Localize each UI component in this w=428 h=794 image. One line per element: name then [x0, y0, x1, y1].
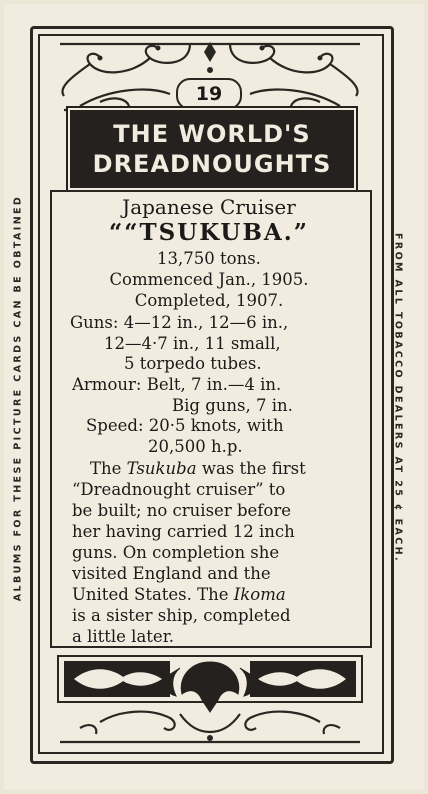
speed-line-1: 20·5 knots, with — [148, 416, 284, 435]
description-line-2: “Dreadnought cruiser” to — [72, 480, 286, 499]
description-line-9: a little later. — [72, 627, 175, 646]
completed: Completed, 1907. — [134, 291, 284, 310]
speed-row — [86, 416, 284, 435]
armour-label: Armour: — [72, 375, 142, 394]
armour-line-2: Big guns, 7 in. — [172, 396, 293, 415]
side-text-dealers: FROM ALL TOBACCO DEALERS AT 25 ¢ EACH. — [392, 232, 404, 564]
side-text-albums: ALBUMS FOR THESE PICTURE CARDS CAN BE OBTAINED — [12, 194, 24, 602]
card-number-badge: 19 — [176, 78, 242, 110]
commenced: Commenced Jan., 1905. — [109, 270, 309, 289]
description-line-1 — [90, 459, 306, 478]
series-title-box — [70, 110, 354, 188]
ship-name-italic: Tsukuba — [126, 459, 197, 478]
series-title-line-2: DREADNOUGHTS — [92, 150, 332, 178]
tonnage: 13,750 tons. — [157, 249, 261, 268]
description-text: was the first — [196, 459, 306, 478]
armour-line-1: Belt, 7 in.—4 in. — [146, 375, 282, 394]
guns-line-3: 5 torpedo tubes. — [124, 354, 262, 373]
description-line-7 — [72, 585, 286, 604]
sister-ship-italic: Ikoma — [233, 585, 286, 604]
description-line-5: guns. On completion she — [72, 543, 280, 562]
series-title-line-1: THE WORLD'S — [113, 120, 311, 148]
bottom-leaf-ornament — [40, 648, 380, 748]
armour-row — [72, 375, 281, 394]
guns-label: Guns: — [70, 313, 119, 332]
speed-label: Speed: — [86, 416, 144, 435]
description-text: The — [90, 459, 127, 478]
description-line-3: be built; no cruiser before — [72, 501, 291, 520]
guns-line-2: 12—4·7 in., 11 small, — [104, 334, 281, 353]
guns-row — [70, 313, 288, 332]
description-text: United States. The — [72, 585, 234, 604]
ship-type: Japanese Cruiser — [122, 195, 296, 219]
ship-name: ““TSUKUBA.” — [109, 219, 309, 246]
description-line-8: is a sister ship, completed — [72, 606, 291, 625]
guns-line-1: 4—12 in., 12—6 in., — [123, 313, 289, 332]
description-line-4: her having carried 12 inch — [72, 522, 295, 541]
description-line-6: visited England and the — [72, 564, 271, 583]
speed-line-2: 20,500 h.p. — [148, 437, 243, 456]
